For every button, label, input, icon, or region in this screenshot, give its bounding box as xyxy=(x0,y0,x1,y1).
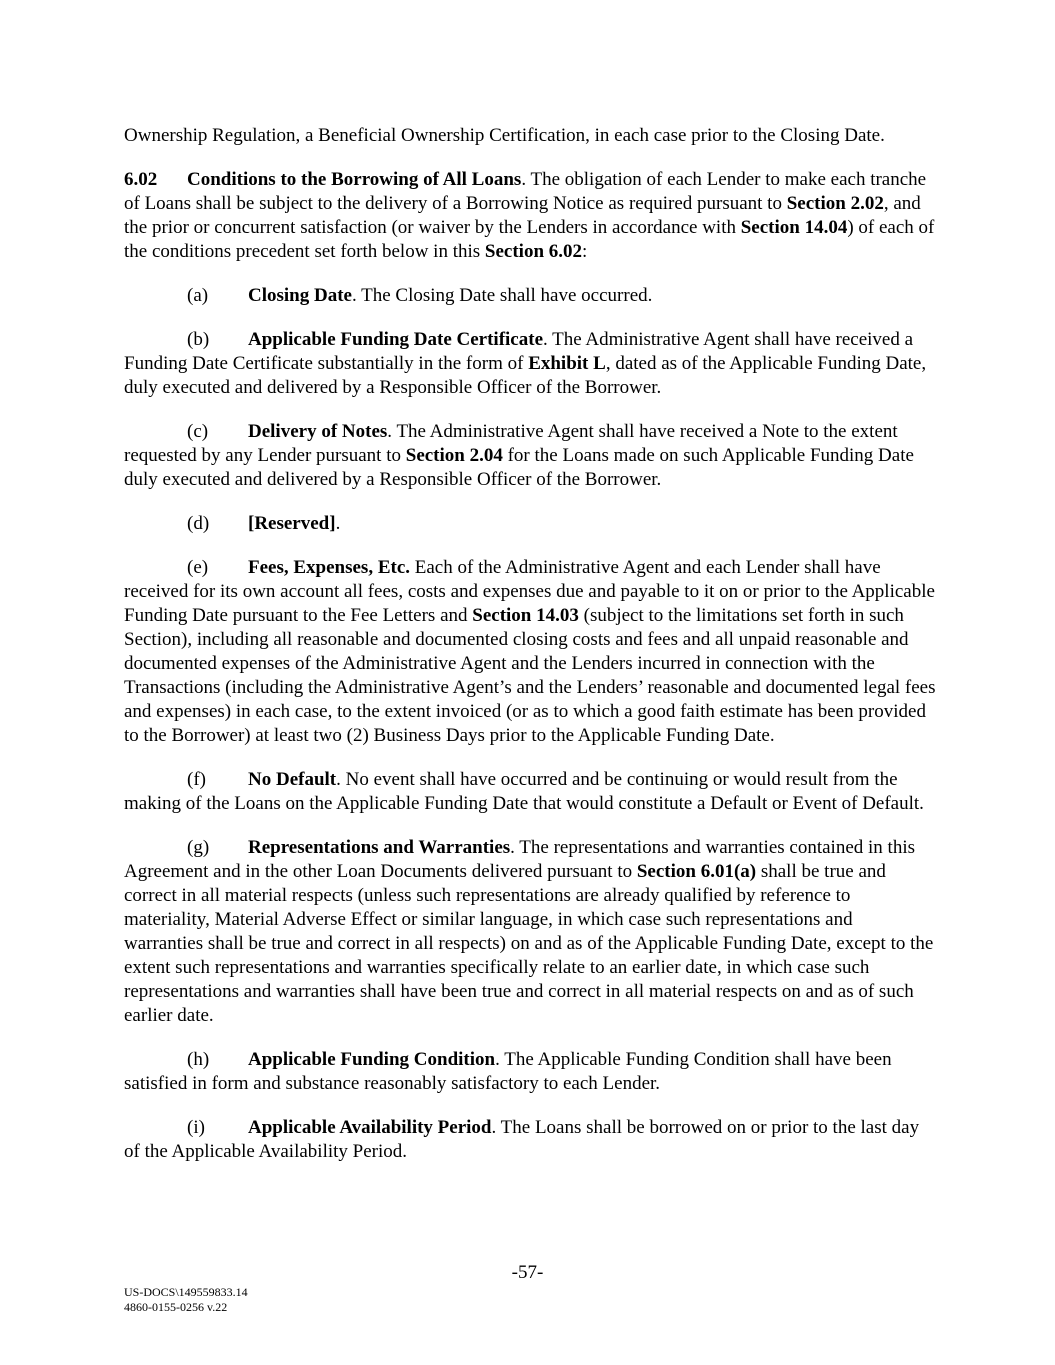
condition-d xyxy=(124,512,936,536)
condition-i xyxy=(124,1116,936,1164)
condition-text: . xyxy=(335,513,341,534)
condition-text: . The Applicable Funding Condition shall have been satisfied in form and substance reasonably satisfactory to each Lender. xyxy=(124,1049,892,1094)
condition-title: No Default xyxy=(248,769,337,790)
condition-ref: Section 6.01(a) xyxy=(636,861,757,882)
condition-text: shall be true and correct in all material respects (unless such representations are already qualified by reference to materiality, Material Adverse Effect or similar language, in which case such representations and warranties shall be true and correct in all respects) on and as of the Applicable Funding Date, except to the extent such representations and warranties specifically relate to an earlier date, in which case such representations and warranties shall have been true and correct in all material respects on and as of such earlier date. xyxy=(124,861,934,1026)
intro-paragraph: Ownership Regulation, a Beneficial Ownership Certification, in each case prior to the Closing Date. xyxy=(124,125,885,146)
footer-version: 4860-0155-0256 v.22 xyxy=(124,1300,228,1314)
condition-f xyxy=(124,768,936,816)
condition-e xyxy=(124,556,936,748)
footer-doc-id: US-DOCS\149559833.14 xyxy=(124,1285,248,1299)
condition-c xyxy=(124,420,936,492)
condition-label: (b) xyxy=(187,329,210,350)
condition-text: . The Administrative Agent shall have received a Note to the extent requested by any Lender pursuant to xyxy=(124,421,898,466)
condition-text: (subject to the limitations set forth in such Section), including all reasonable and documented closing costs and fees and all unpaid reasonable and documented expenses of the Administrative Agent and the Lenders incurred in connection with the Transactions (including the Administrative Agent’s and the Lenders’ reasonable and documented legal fees and expenses) in each case, to the extent invoiced (or as to which a good faith estimate has been provided to the Borrower) at least two (2) Business Days prior to the Applicable Funding Date. xyxy=(124,605,936,746)
section-text: ) of each of the conditions precedent set forth below in this xyxy=(124,217,935,262)
condition-a xyxy=(124,284,936,308)
document-body xyxy=(124,124,936,1164)
section-ref: Section 6.02 xyxy=(484,241,583,262)
condition-h xyxy=(124,1048,936,1096)
section-title: Conditions to the Borrowing of All Loans xyxy=(187,169,522,190)
section-text: , and the prior or concurrent satisfaction (or waiver by the Lenders in accordance with xyxy=(124,193,921,238)
condition-text: . The Administrative Agent shall have received a Funding Date Certificate substantially in the form of xyxy=(124,329,914,374)
section-6-02-paragraph xyxy=(124,168,936,264)
section-ref: Section 14.04 xyxy=(740,217,848,238)
section-ref: Section 2.02 xyxy=(786,193,884,214)
condition-ref: Section 2.04 xyxy=(405,445,503,466)
condition-label: (a) xyxy=(187,285,209,306)
condition-title: Representations and Warranties xyxy=(248,837,511,858)
condition-label: (i) xyxy=(187,1117,205,1138)
condition-title: Applicable Funding Condition xyxy=(248,1049,496,1070)
condition-title: [Reserved] xyxy=(248,513,336,534)
condition-text: , dated as of the Applicable Funding Date, duly executed and delivered by a Responsible Officer of the Borrower. xyxy=(124,353,927,398)
section-number: 6.02 xyxy=(124,169,158,190)
condition-label: (d) xyxy=(187,513,210,534)
condition-text: . The Closing Date shall have occurred. xyxy=(351,285,653,306)
condition-title: Delivery of Notes xyxy=(248,421,388,442)
condition-text: for the Loans made on such Applicable Funding Date duly executed and delivered by a Responsible Officer of the Borrower. xyxy=(124,445,914,490)
condition-g xyxy=(124,836,936,1028)
condition-ref: Exhibit L xyxy=(528,353,606,374)
condition-text: . The Loans shall be borrowed on or prior to the last day of the Applicable Availability Period. xyxy=(124,1117,920,1162)
condition-title: Applicable Availability Period xyxy=(248,1117,492,1138)
condition-b xyxy=(124,328,936,400)
condition-text: . The representations and warranties contained in this Agreement and in the other Loan Documents delivered pursuant to xyxy=(124,837,915,882)
condition-label: (g) xyxy=(187,837,210,858)
condition-title: Applicable Funding Date Certificate xyxy=(248,329,544,350)
condition-label: (c) xyxy=(187,421,209,442)
document-footer xyxy=(124,1285,248,1315)
condition-title: Fees, Expenses, Etc. xyxy=(248,557,411,578)
page-number: -57- xyxy=(511,1262,544,1283)
condition-ref: Section 14.03 xyxy=(472,605,579,626)
condition-label: (h) xyxy=(187,1049,210,1070)
condition-title: Closing Date xyxy=(248,285,352,306)
section-text: : xyxy=(582,241,588,262)
condition-label: (e) xyxy=(187,557,209,578)
condition-label: (f) xyxy=(187,769,206,790)
section-text: . The obligation of each Lender to make each tranche of Loans shall be subject to the delivery of a Borrowing Notice as required pursuant to xyxy=(124,169,927,214)
condition-text: . No event shall have occurred and be continuing or would result from the making of the Loans on the Applicable Funding Date that would constitute a Default or Event of Default. xyxy=(124,769,924,814)
condition-text: Each of the Administrative Agent and each Lender shall have received for its own account all fees, costs and expenses due and payable to it on or prior to the Applicable Funding Date pursuant to the Fee Letters and xyxy=(124,557,935,626)
